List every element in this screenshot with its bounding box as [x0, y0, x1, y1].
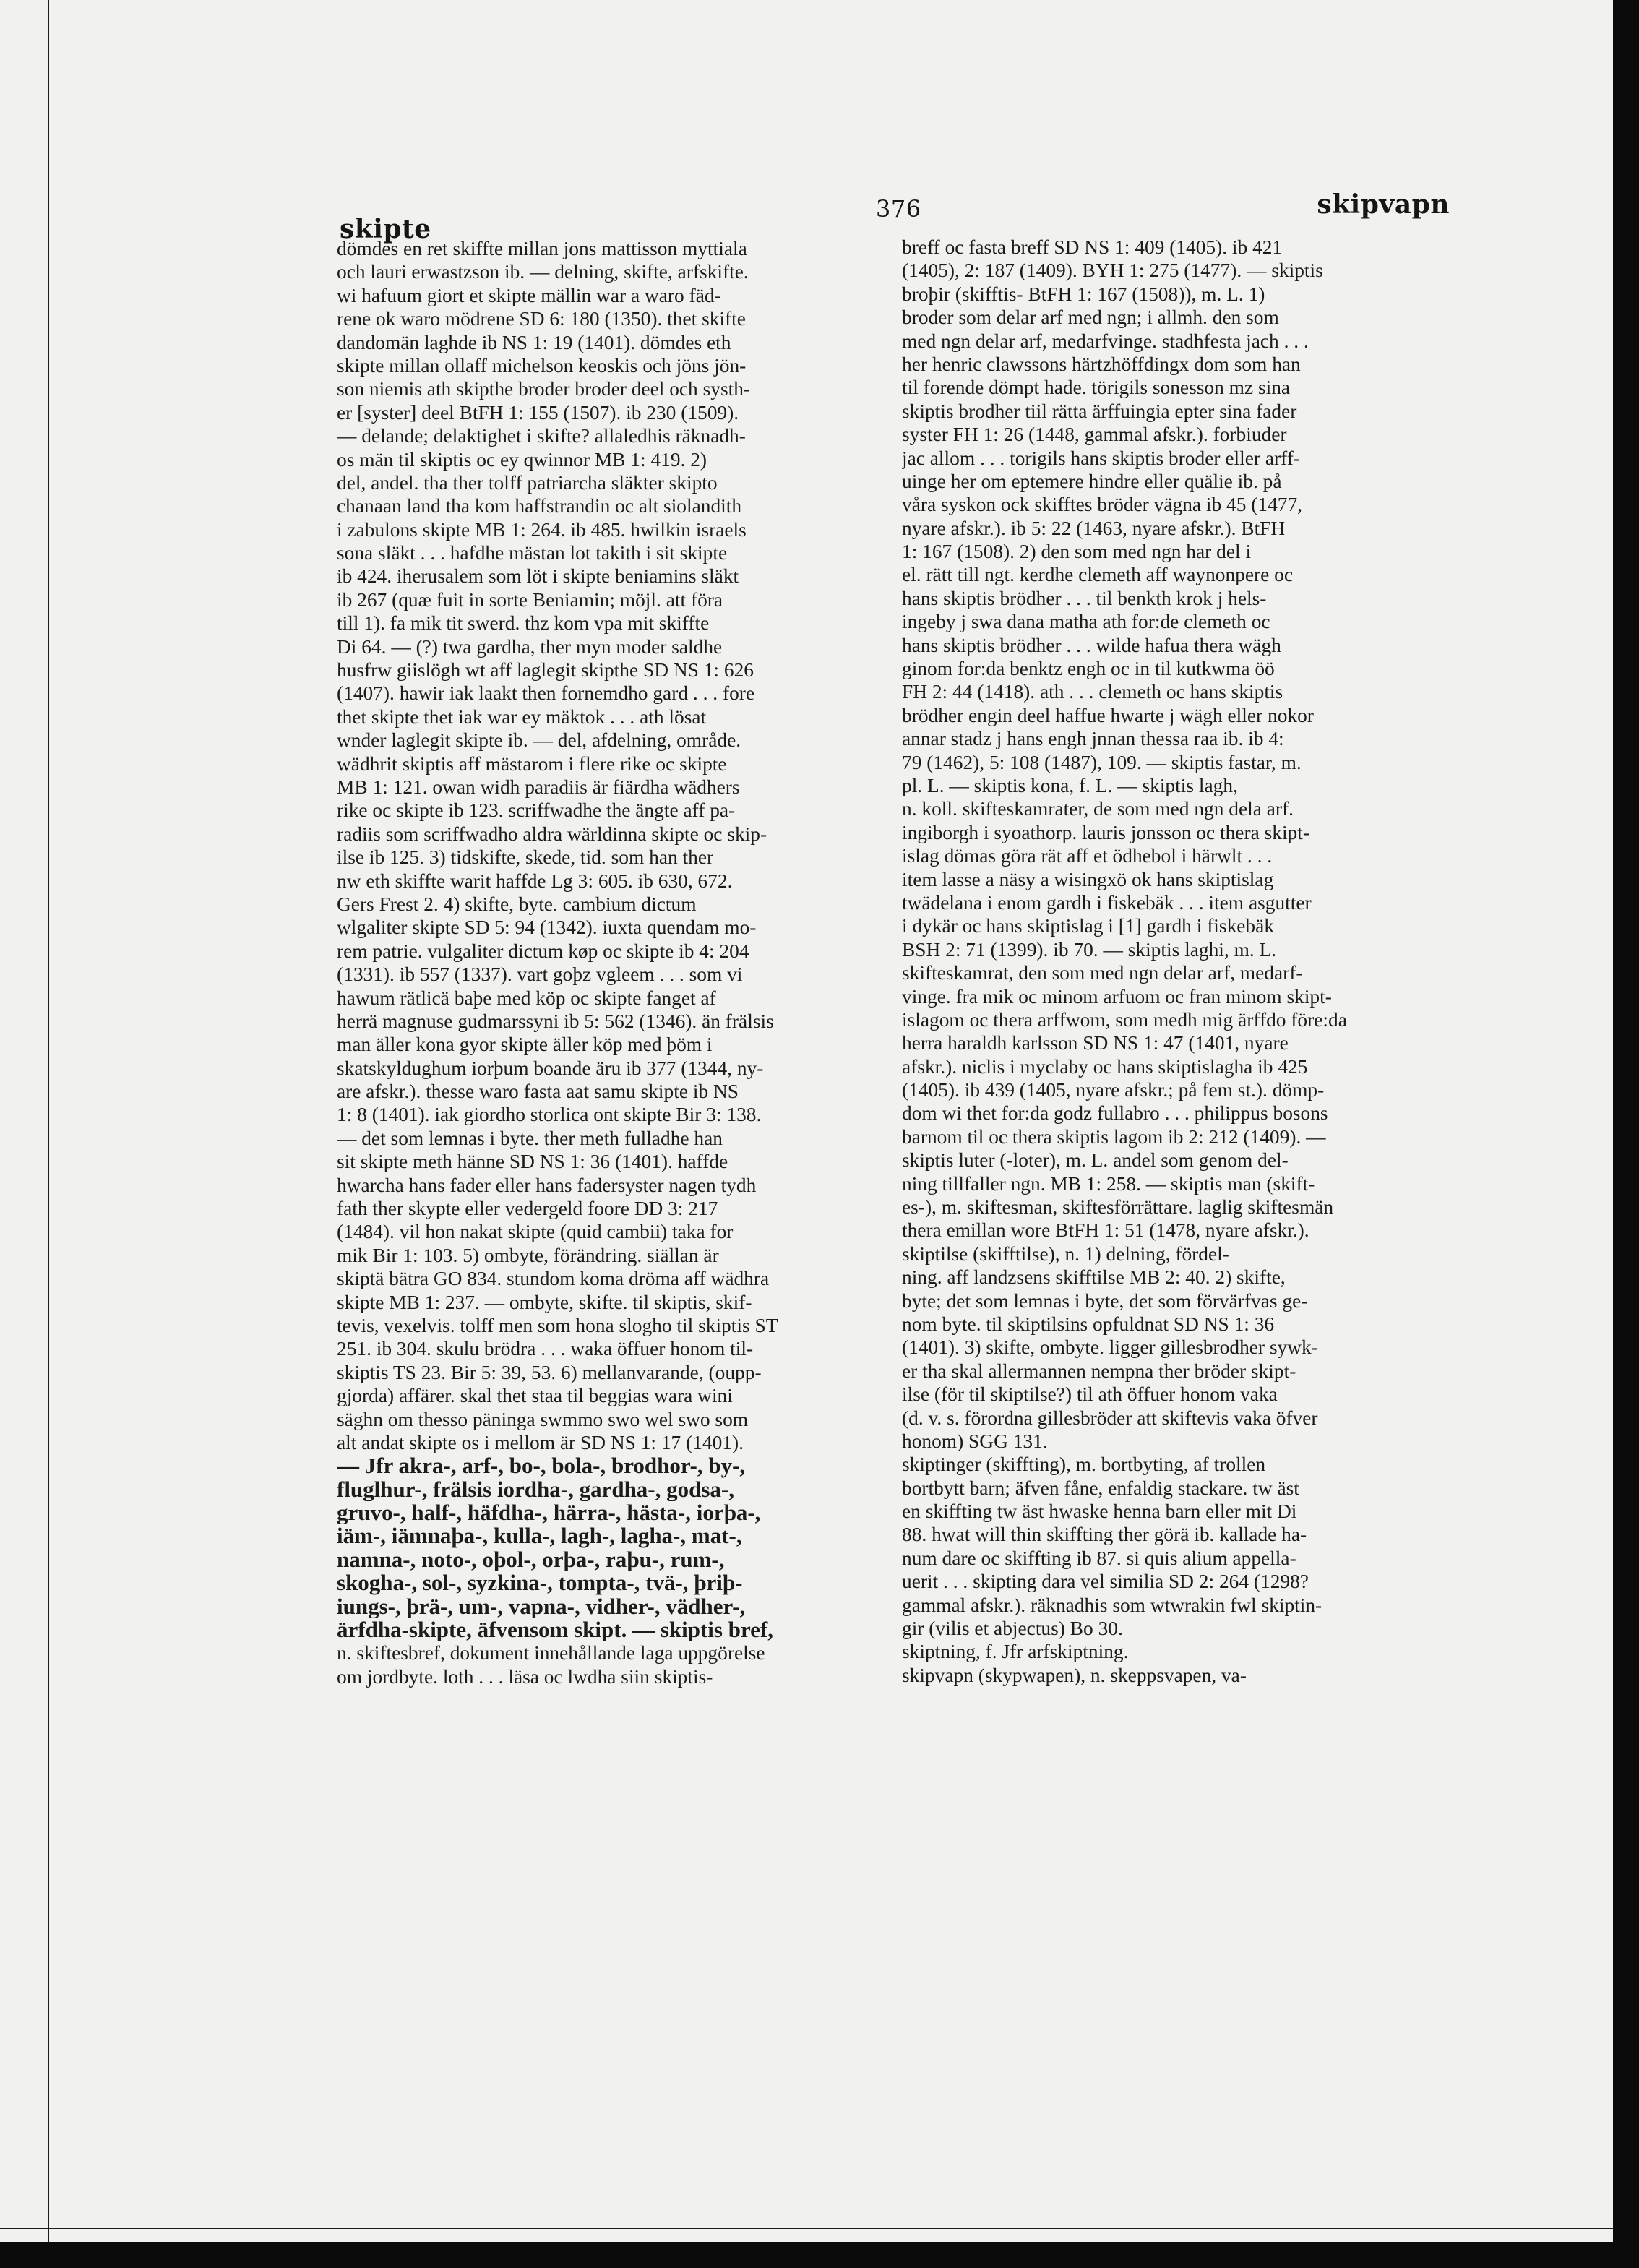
text-line: ingeby j swa dana matha ath for:de clemeth oc — [902, 611, 1270, 633]
text-line: are afskr.). thesse waro fasta aat samu skipte ib NS — [337, 1081, 739, 1103]
text-line: bortbytt barn; äfven fåne, enfaldig stackare. tw äst — [902, 1477, 1299, 1499]
text-line: ilse (för til skiptilse?) til ath öffuer honom vaka — [902, 1383, 1278, 1406]
text-line: skiptis luter (-loter), m. L. andel som genom del- — [902, 1149, 1289, 1172]
text-line: tevis, vexelvis. tolff men som hona slogho til skiptis ST — [337, 1314, 778, 1336]
text-line: wädhrit skiptis aff mästarom i flere rike oc skipte — [337, 752, 727, 775]
text-line: FH 2: 44 (1418). ath . . . clemeth oc hans skiptis — [902, 681, 1283, 703]
text-line: honom) SGG 131. — [902, 1430, 1048, 1452]
text-line: uerit . . . skipting dara vel similia SD 2: 264 (1298? — [902, 1571, 1309, 1593]
text-line: BSH 2: 71 (1399). ib 70. — skiptis laghi, m. L. — [902, 938, 1277, 961]
text-line: jac allom . . . torigils hans skiptis broder eller arff- — [902, 447, 1300, 469]
text-line: chanaan land tha kom haffstrandin oc alt siolandith — [337, 495, 742, 517]
text-line: mik Bir 1: 103. 5) ombyte, förändring. siällan är — [337, 1244, 719, 1266]
text-line: 88. hwat will thin skiffting ther görä ib. kallade ha- — [902, 1524, 1307, 1546]
text-line: breff oc fasta breff SD NS 1: 409 (1405). ib 421 — [902, 236, 1283, 258]
left-column — [337, 237, 792, 1688]
right-column — [902, 236, 1364, 1687]
text-line: gammal afskr.). räknadhis som wtwrakin fwl skiptin- — [902, 1594, 1322, 1616]
text-line: skipte MB 1: 237. — ombyte, skifte. til skiptis, skif- — [337, 1291, 752, 1313]
text-line: her henric clawssons härtzhöffdingx dom som han — [902, 353, 1301, 375]
text-line: skipte millan ollaff michelson keoskis och jöns jön- — [337, 354, 747, 377]
text-line: fath ther skypte eller vedergeld foore DD 3: 217 — [337, 1198, 718, 1220]
text-line: MB 1: 121. owan widh paradiis är fiärdha wädhers — [337, 776, 740, 798]
text-line: islag dömas göra rät aff et ödhebol i härwlt . . . — [902, 845, 1273, 867]
text-line: gruvo-, half-, häfdha-, härra-, hästa-, iorþa-, — [337, 1501, 761, 1525]
text-line: n. skiftesbref, dokument innehållande laga uppgörelse — [337, 1642, 765, 1665]
text-line: skipvapn (skypwapen), n. skeppsvapen, va- — [902, 1664, 1247, 1686]
text-line: gir (vilis et abjectus) Bo 30. — [902, 1618, 1123, 1640]
text-line: (1484). vil hon nakat skipte (quid cambii) taka for — [337, 1221, 734, 1243]
text-line: num dare oc skiffting ib 87. si quis alium appella- — [902, 1547, 1296, 1569]
text-line: ingiborgh i syoathorp. lauris jonsson oc thera skipt- — [902, 821, 1309, 843]
text-line: fluglhur-, frälsis iordha-, gardha-, godsa-, — [337, 1477, 735, 1502]
text-line: (1331). ib 557 (1337). vart goþz vgleem . . . som vi — [337, 963, 743, 986]
text-line: man äller kona gyor skipte äller köp med þöm i — [337, 1034, 713, 1056]
text-line: skogha-, sol-, syzkina-, tompta-, tvä-, þriþ- — [337, 1571, 743, 1595]
running-head-right: skipvapn — [1317, 189, 1450, 220]
text-line: wnder laglegit skipte ib. — del, afdelning, område. — [337, 729, 741, 752]
text-line: syster FH 1: 26 (1448, gammal afskr.). forbiuder — [902, 424, 1287, 446]
text-line: rem patrie. vulgaliter dictum køp oc skipte ib 4: 204 — [337, 940, 749, 962]
text-line: er [syster] deel BtFH 1: 155 (1507). ib 230 (1509). — [337, 401, 739, 424]
text-line: 1: 167 (1508). 2) den som med ngn har del i — [902, 541, 1252, 563]
text-line: skatskyldughum iorþum boande äru ib 377 (1344, ny- — [337, 1057, 764, 1079]
text-line: broþir (skifftis- BtFH 1: 167 (1508)), m. L. 1) — [902, 283, 1265, 305]
text-line: rike oc skipte ib 123. scriffwadhe the ängte aff pa- — [337, 799, 736, 822]
text-line: i dykär oc hans skiptislag i [1] gardh i fiskebäk — [902, 915, 1274, 937]
text-line: dömdes en ret skiffte millan jons mattisson myttiala — [337, 238, 747, 259]
text-line: 79 (1462), 5: 108 (1487), 109. — skiptis fastar, m. — [902, 751, 1302, 773]
text-line: twädelana i enom gardh i fiskebäk . . . item asgutter — [902, 891, 1312, 914]
text-line: och lauri erwastzson ib. — delning, skifte, arfskifte. — [337, 261, 749, 283]
text-line: (1407). hawir iak laakt then fornemdho gard . . . fore — [337, 682, 755, 705]
text-line: säghn om thesso päninga swmmo swo wel swo som — [337, 1408, 749, 1430]
text-line: hawum rätlicä baþe med köp oc skipte fanget af — [337, 987, 716, 1009]
text-line: skifteskamrat, den som med ngn delar arf, medarf- — [902, 962, 1303, 984]
text-line: (1405), 2: 187 (1409). BYH 1: 275 (1477). — skiptis — [902, 259, 1323, 282]
text-line: nyare afskr.). ib 5: 22 (1463, nyare afskr.). BtFH — [902, 517, 1286, 539]
text-line: sit skipte meth hänne SD NS 1: 36 (1401). haffde — [337, 1151, 728, 1173]
text-line: ilse ib 125. 3) tidskifte, skede, tid. som han ther — [337, 846, 714, 869]
text-line: iäm-, iämnaþa-, kulla-, lagh-, lagha-, mat-, — [337, 1524, 742, 1548]
text-line: om jordbyte. loth . . . läsa oc lwdha siin skiptis- — [337, 1665, 713, 1688]
text-line: uinge her om eptemere hindre eller quälie ib. på — [902, 470, 1282, 492]
text-line: 1: 8 (1401). iak giordho storlica ont skipte Bir 3: 138. — [337, 1104, 762, 1126]
text-line: (1401). 3) skifte, ombyte. ligger gillesbrodher sywk- — [902, 1336, 1318, 1359]
text-line: vinge. fra mik oc minom arfuom oc fran minom skipt- — [902, 985, 1332, 1008]
text-line: wi hafuum giort et skipte mällin war a waro fäd- — [337, 284, 721, 306]
crop-line-horizontal — [0, 2228, 1613, 2229]
text-line: del, andel. tha ther tolff patriarcha släkter skipto — [337, 471, 718, 494]
text-line: ning tillfaller ngn. MB 1: 258. — skiptis man (skift- — [902, 1172, 1315, 1195]
crop-line-vertical — [48, 0, 49, 2242]
text-line: pl. L. — skiptis kona, f. L. — skiptis lagh, — [902, 774, 1238, 796]
text-line: el. rätt till ngt. kerdhe clemeth aff waynonpere oc — [902, 564, 1294, 586]
text-line: Di 64. — (?) twa gardha, ther myn moder saldhe — [337, 635, 723, 658]
text-line: byte; det som lemnas i byte, det som förvärfvas ge- — [902, 1289, 1308, 1312]
text-line: alt andat skipte os i mellom är SD NS 1: 17 (1401). — [337, 1431, 744, 1453]
text-line: son niemis ath skipthe broder broder deel och systh- — [337, 378, 751, 400]
text-line: er tha skal allermannen nempna ther bröder skipt- — [902, 1359, 1296, 1382]
text-line: rene ok waro mödrene SD 6: 180 (1350). thet skifte — [337, 308, 746, 330]
text-line: herrä magnuse gudmarssyni ib 5: 562 (1346). än frälsis — [337, 1010, 774, 1032]
text-line: es-), m. skiftesman, skiftesförrättare. laglig skiftesmän — [902, 1196, 1334, 1219]
text-line: os män til skiptis oc ey qwinnor MB 1: 419. 2) — [337, 448, 707, 471]
text-line: afskr.). niclis i myclaby oc hans skiptislagha ib 425 — [902, 1055, 1308, 1078]
text-line: brödher engin deel haffue hwarte j wägh eller nokor — [902, 704, 1314, 726]
text-line: thet skipte thet iak war ey mäktok . . . ath lösat — [337, 705, 707, 728]
page-number: 376 — [876, 195, 921, 223]
text-line: gjorda) affärer. skal thet staa til beggias wara wini — [337, 1385, 733, 1407]
text-line: islagom oc thera arffwom, som medh mig ärffdo före:da — [902, 1008, 1347, 1031]
text-line: skiptilse (skifftilse), n. 1) delning, fördel- — [902, 1242, 1229, 1265]
text-line: skiptning, f. Jfr arfskiptning. — [902, 1641, 1129, 1663]
text-line: Gers Frest 2. 4) skifte, byte. cambium dictum — [337, 893, 697, 915]
text-line: (d. v. s. förordna gillesbröder att skiftevis vaka öfver — [902, 1406, 1318, 1429]
text-line: till 1). fa mik tit swerd. thz kom vpa mit skiffte — [337, 612, 710, 635]
text-line: ib 267 (quæ fuit in sorte Beniamin; möjl. att föra — [337, 588, 723, 611]
text-line: n. koll. skifteskamrater, de som med ngn dela arf. — [902, 798, 1294, 820]
text-line: hwarcha hans fader eller hans fadersyster nagen tydh — [337, 1174, 757, 1196]
text-line: skiptis TS 23. Bir 5: 39, 53. 6) mellanvarande, (oupp- — [337, 1361, 762, 1383]
text-line: til forende dömpt hade. törigils sonesson mz sina — [902, 377, 1291, 399]
text-line: iungs-, þrä-, um-, vapna-, vidher-, vädher-, — [337, 1594, 746, 1619]
text-line: herra haraldh karlsson SD NS 1: 47 (1401, nyare — [902, 1032, 1289, 1054]
text-line: 251. ib 304. skulu brödra . . . waka öffuer honom til- — [337, 1338, 754, 1360]
text-line: ginom for:da benktz engh oc in til kutkwma öö — [902, 658, 1275, 680]
text-line: med ngn delar arf, medarfvinge. stadhfesta jach . . . — [902, 330, 1309, 352]
text-line: skiptis brodher tiil rätta ärffuingia epter sina fader — [902, 400, 1297, 422]
text-line: nom byte. til skiptilsins opfuldnat SD NS 1: 36 — [902, 1313, 1275, 1335]
text-line: — det som lemnas i byte. ther meth fulladhe han — [337, 1127, 723, 1149]
text-line: wlgaliter skipte SD 5: 94 (1342). iuxta quendam mo- — [337, 916, 757, 939]
running-head-left: skipte — [340, 214, 431, 244]
text-line: dom wi thet for:da godz fullabro . . . philippus bosons — [902, 1102, 1328, 1125]
text-line: — delande; delaktighet i skifte? allaledhis räknadh- — [337, 425, 746, 447]
text-line: sona släkt . . . hafdhe mästan lot takith i sit skipte — [337, 542, 728, 564]
text-line: thera emillan wore BtFH 1: 51 (1478, nyare afskr.). — [902, 1219, 1309, 1242]
text-line: dandomän laghde ib NS 1: 19 (1401). dömdes eth — [337, 331, 731, 353]
text-line: — Jfr akra-, arf-, bo-, bola-, brodhor-, by-, — [337, 1454, 746, 1478]
text-line: våra syskon ock skifftes bröder vägna ib 45 (1477, — [902, 494, 1303, 516]
text-line: ib 424. iherusalem som löt i skipte beniamins släkt — [337, 565, 739, 588]
text-line: (1405). ib 439 (1405, nyare afskr.; på fem st.). dömp- — [902, 1079, 1325, 1101]
text-line: annar stadz j hans engh jnnan thessa raa ib. ib 4: — [902, 728, 1284, 750]
text-line: nw eth skiffte warit haffde Lg 3: 605. ib 630, 672. — [337, 869, 733, 892]
text-line: i zabulons skipte MB 1: 264. ib 485. hwilkin israels — [337, 518, 747, 541]
text-line: namna-, noto-, oþol-, orþa-, raþu-, rum-, — [337, 1547, 725, 1572]
text-line: radiis som scriffwadho aldra wärldinna skipte oc skip- — [337, 822, 767, 845]
text-line: en skiffting tw äst hwaske henna barn eller mit Di — [902, 1500, 1297, 1523]
text-line: ärfdha-skipte, äfvensom skipt. — skiptis bref, — [337, 1618, 774, 1642]
text-line: hans skiptis brödher . . . til benkth krok j hels- — [902, 587, 1267, 609]
text-line: skiptä bätra GO 834. stundom koma dröma aff wädhra — [337, 1268, 770, 1290]
text-line: barnom til oc thera skiptis lagom ib 2: 212 (1409). — — [902, 1125, 1326, 1148]
text-line: broder som delar arf med ngn; i allmh. den som — [902, 306, 1279, 329]
text-line: husfrw giislögh wt aff laglegit skipthe SD NS 1: 626 — [337, 659, 754, 682]
text-line: hans skiptis brödher . . . wilde hafua thera wägh — [902, 634, 1281, 656]
text-line: skiptinger (skiffting), m. bortbyting, af trollen — [902, 1453, 1266, 1476]
text-line: item lasse a näsy a wisingxö ok hans skiptislag — [902, 868, 1274, 890]
text-line: ning. aff landzsens skifftilse MB 2: 40. 2) skifte, — [902, 1266, 1286, 1289]
